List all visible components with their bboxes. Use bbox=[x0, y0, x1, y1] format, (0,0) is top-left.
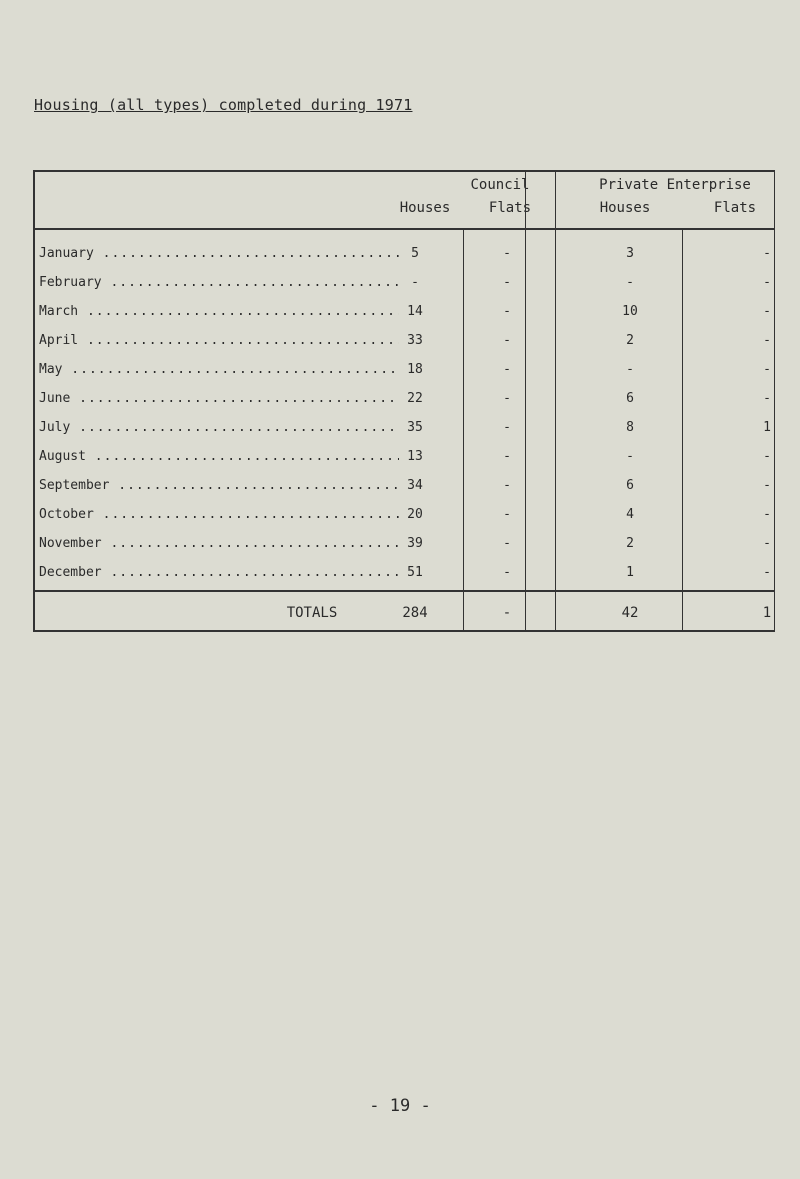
month-label: September ..... bbox=[39, 478, 399, 493]
table-row bbox=[35, 507, 774, 531]
page-title: Housing (all types) completed during 1971 bbox=[34, 96, 413, 114]
private-houses-value: 6 bbox=[626, 478, 634, 493]
private-flats-value: - bbox=[763, 304, 771, 319]
totals-divider bbox=[35, 590, 774, 592]
private-flats-value: - bbox=[763, 362, 771, 377]
private-flats-value: - bbox=[763, 333, 771, 348]
council-houses-value: 35 bbox=[407, 420, 423, 435]
header-private-enterprise: Private Enterprise bbox=[599, 177, 751, 193]
month-label: June ..... bbox=[39, 391, 399, 406]
total-private-houses: 42 bbox=[621, 605, 639, 621]
header-private-flats: Flats bbox=[713, 200, 757, 216]
table-row bbox=[35, 333, 774, 357]
council-houses-value: 5 bbox=[411, 246, 419, 261]
council-flats-value: - bbox=[503, 565, 511, 580]
totals-label: TOTALS bbox=[286, 605, 338, 621]
table-row bbox=[35, 420, 774, 444]
table-row bbox=[35, 536, 774, 560]
private-houses-value: - bbox=[626, 362, 634, 377]
private-flats-value: - bbox=[763, 246, 771, 261]
council-houses-value: 34 bbox=[407, 478, 423, 493]
total-private-flats: 1 bbox=[762, 605, 772, 621]
private-houses-value: - bbox=[626, 449, 634, 464]
private-flats-value: - bbox=[763, 275, 771, 290]
private-houses-value: 2 bbox=[626, 333, 634, 348]
council-flats-value: - bbox=[503, 362, 511, 377]
table-row bbox=[35, 565, 774, 589]
private-flats-value: - bbox=[763, 507, 771, 522]
month-label: February ..... bbox=[39, 275, 399, 290]
council-houses-value: 39 bbox=[407, 536, 423, 551]
council-flats-value: - bbox=[503, 304, 511, 319]
table-row bbox=[35, 362, 774, 386]
month-label: October ..... bbox=[39, 507, 399, 522]
month-label: May ..... bbox=[39, 362, 399, 377]
header-divider bbox=[35, 228, 774, 230]
council-houses-value: 22 bbox=[407, 391, 423, 406]
table-row bbox=[35, 478, 774, 502]
header-private-houses: Houses bbox=[599, 200, 651, 216]
total-council-houses: 284 bbox=[402, 605, 428, 621]
total-council-flats: - bbox=[502, 605, 512, 621]
table-row bbox=[35, 246, 774, 270]
header-council: Council bbox=[470, 177, 530, 193]
private-flats-value: - bbox=[763, 478, 771, 493]
council-flats-value: - bbox=[503, 333, 511, 348]
page-number: - 19 - bbox=[369, 1096, 431, 1116]
private-houses-value: 1 bbox=[626, 565, 634, 580]
council-flats-value: - bbox=[503, 536, 511, 551]
table-row bbox=[35, 449, 774, 473]
council-flats-value: - bbox=[503, 449, 511, 464]
private-flats-value: - bbox=[763, 565, 771, 580]
council-houses-value: 18 bbox=[407, 362, 423, 377]
header-council-houses: Houses bbox=[399, 200, 451, 216]
month-label: December ..... bbox=[39, 565, 399, 580]
month-label: July ..... bbox=[39, 420, 399, 435]
private-flats-value: - bbox=[763, 449, 771, 464]
private-houses-value: - bbox=[626, 275, 634, 290]
council-houses-value: 14 bbox=[407, 304, 423, 319]
council-flats-value: - bbox=[503, 420, 511, 435]
table-row bbox=[35, 275, 774, 299]
table-row bbox=[35, 391, 774, 415]
private-flats-value: - bbox=[763, 391, 771, 406]
council-flats-value: - bbox=[503, 275, 511, 290]
council-houses-value: - bbox=[411, 275, 419, 290]
private-flats-value: - bbox=[763, 536, 771, 551]
month-label: August ..... bbox=[39, 449, 399, 464]
month-label: January ..... bbox=[39, 246, 399, 261]
private-flats-value: 1 bbox=[763, 420, 771, 435]
council-flats-value: - bbox=[503, 391, 511, 406]
council-houses-value: 13 bbox=[407, 449, 423, 464]
table-row bbox=[35, 304, 774, 328]
council-flats-value: - bbox=[503, 246, 511, 261]
private-houses-value: 6 bbox=[626, 391, 634, 406]
council-houses-value: 33 bbox=[407, 333, 423, 348]
council-houses-value: 51 bbox=[407, 565, 423, 580]
private-houses-value: 3 bbox=[626, 246, 634, 261]
private-houses-value: 10 bbox=[622, 304, 638, 319]
council-flats-value: - bbox=[503, 507, 511, 522]
private-houses-value: 4 bbox=[626, 507, 634, 522]
council-houses-value: 20 bbox=[407, 507, 423, 522]
private-houses-value: 8 bbox=[626, 420, 634, 435]
month-label: November ..... bbox=[39, 536, 399, 551]
header-council-flats: Flats bbox=[488, 200, 532, 216]
council-flats-value: - bbox=[503, 478, 511, 493]
housing-table bbox=[33, 170, 775, 632]
month-label: April ..... bbox=[39, 333, 399, 348]
month-label: March ..... bbox=[39, 304, 399, 319]
private-houses-value: 2 bbox=[626, 536, 634, 551]
